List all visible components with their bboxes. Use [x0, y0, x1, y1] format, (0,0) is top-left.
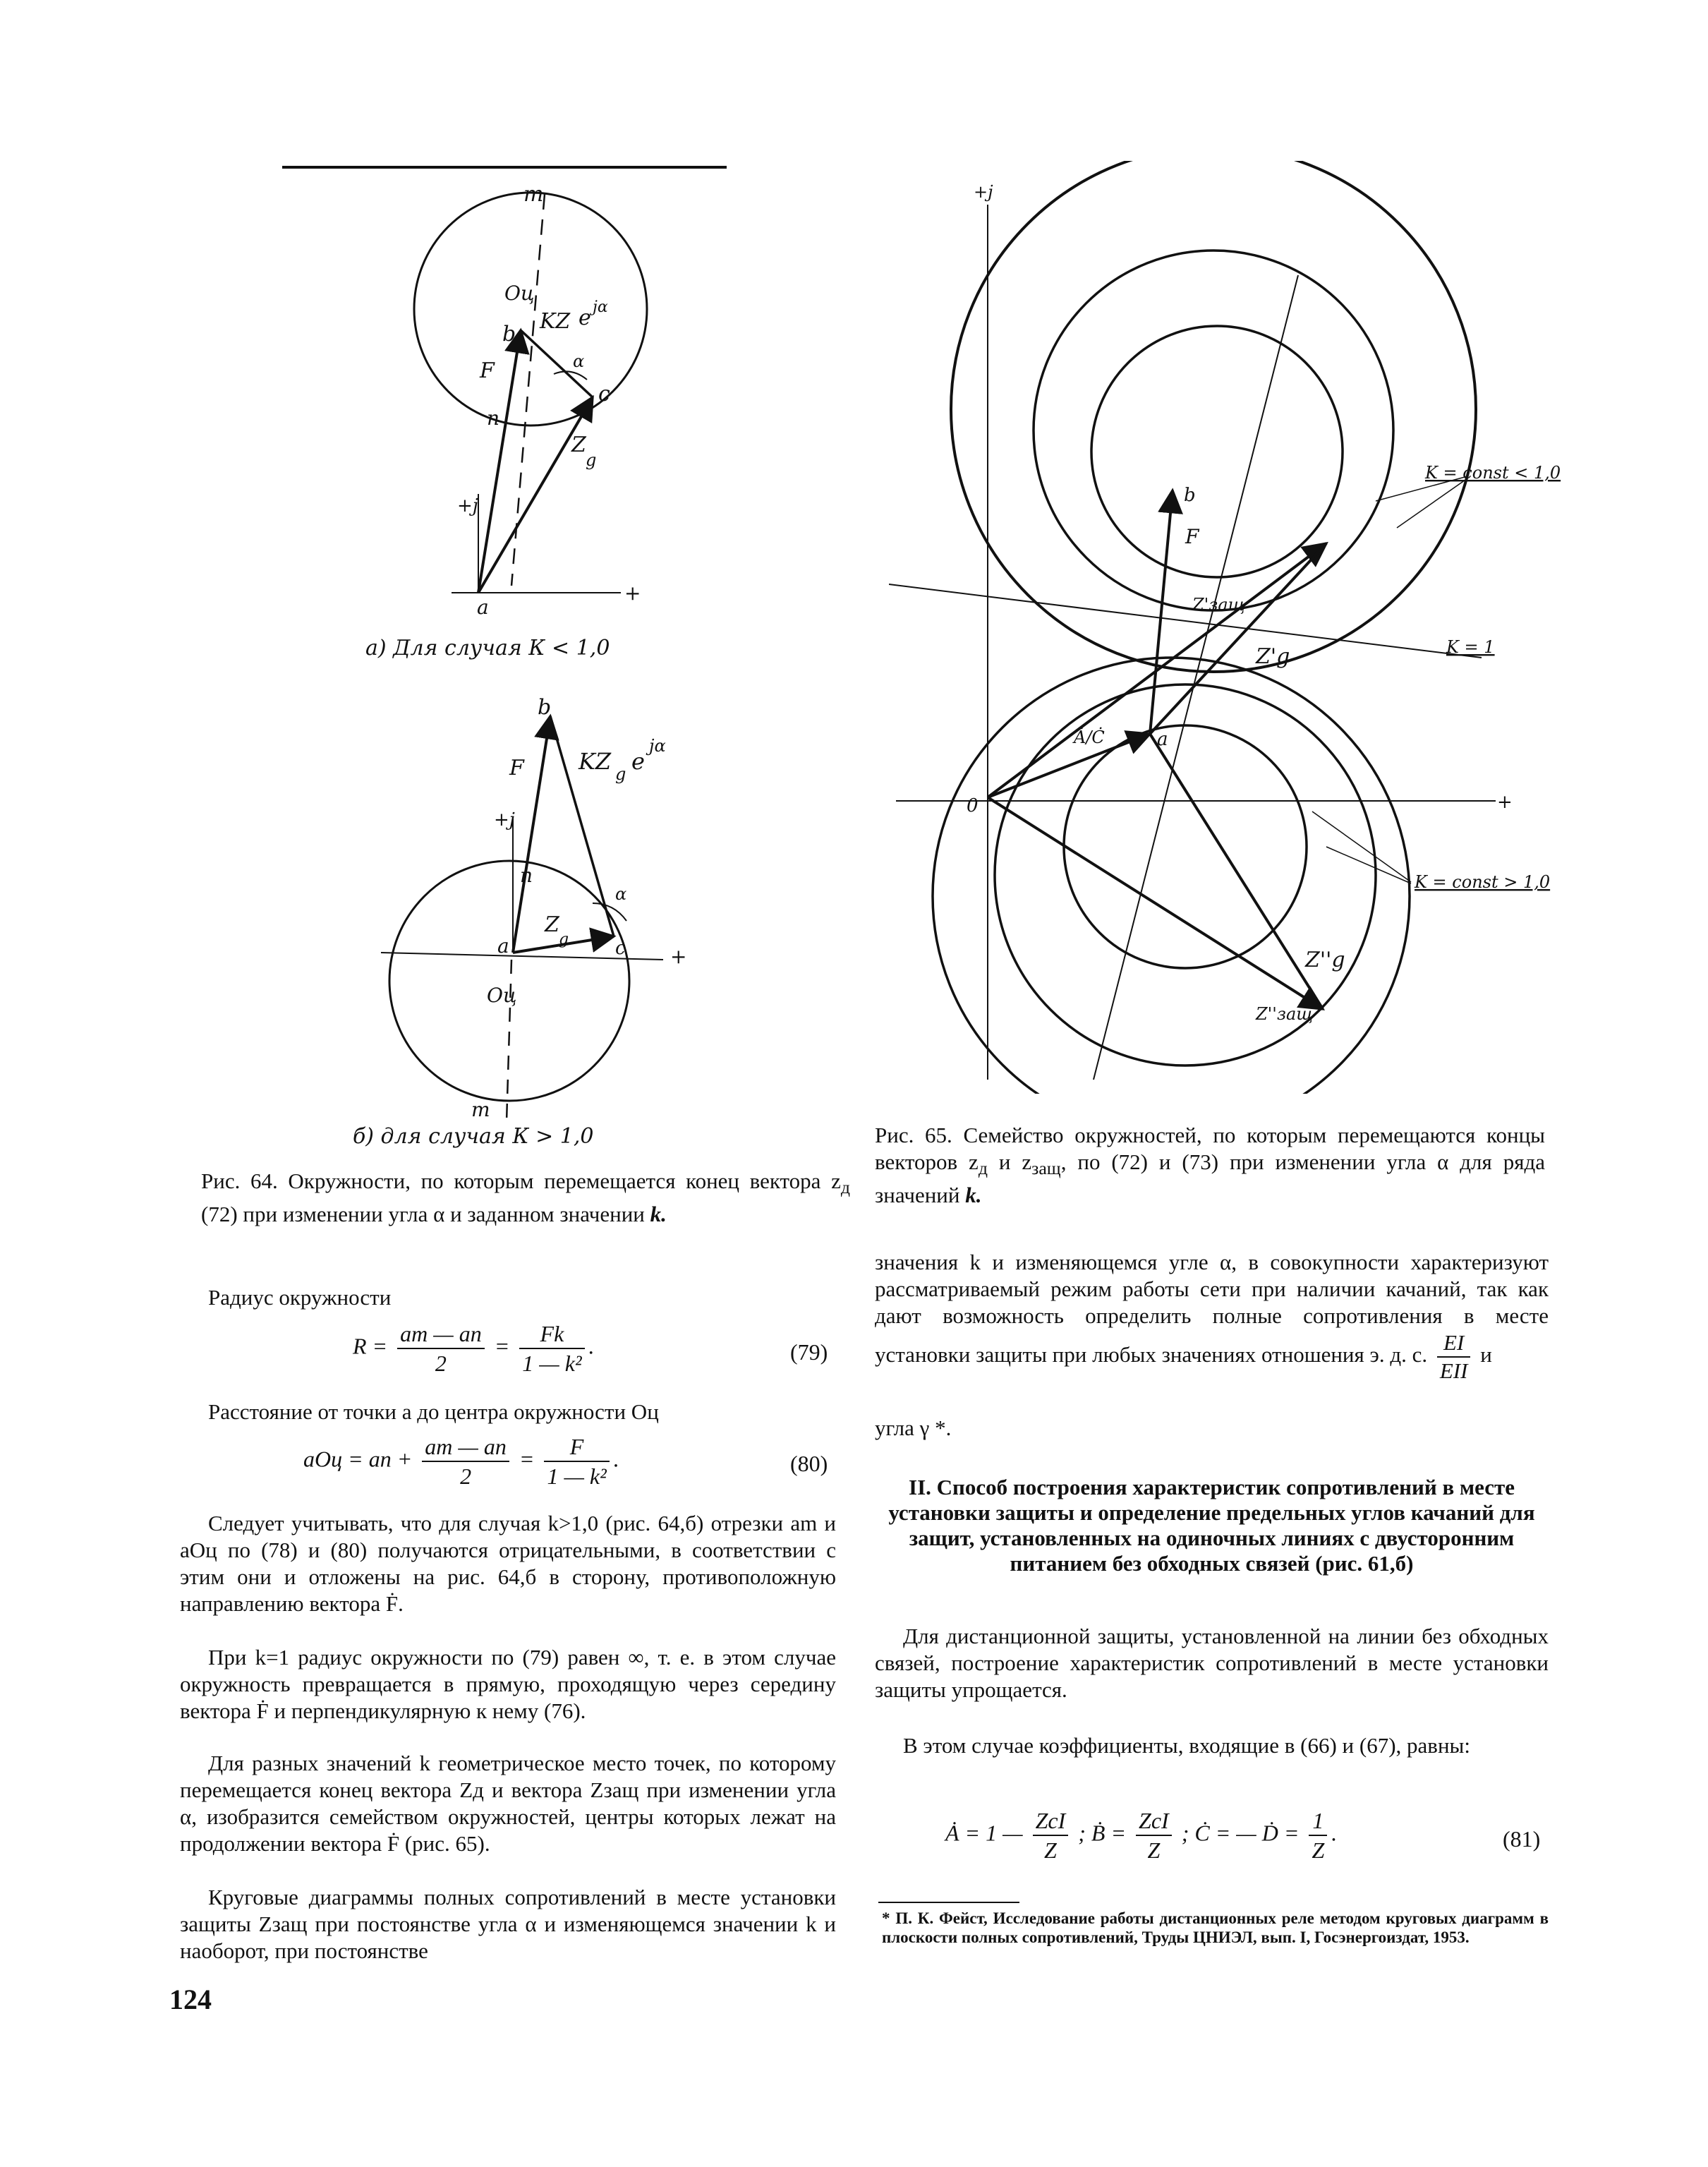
- label-Zg1: Z'g: [1256, 644, 1290, 669]
- upper-circle-outer: [951, 147, 1476, 672]
- label-Z: Z: [571, 433, 586, 457]
- label-O: Oц: [504, 282, 535, 305]
- distance-intro: Расстояние от точки a до центра окружности Oц: [208, 1399, 659, 1424]
- label-Z-sub: g: [586, 450, 597, 470]
- label-n: n: [520, 864, 533, 887]
- vector-Zzash2: [988, 797, 1323, 1009]
- label-n: n: [487, 406, 500, 430]
- footnote-rule: [878, 1902, 1019, 1903]
- label-exp-sup: jα: [649, 736, 666, 756]
- paragraph-right-3: В этом случае коэффициенты, входящие в (66) и (67), равны:: [903, 1733, 1470, 1758]
- label-b: b: [502, 322, 516, 346]
- vector-AC: [988, 734, 1150, 797]
- label-alpha: α: [573, 351, 585, 371]
- label-a: a: [1157, 729, 1168, 750]
- label-F: F: [480, 358, 495, 383]
- label-c: c: [615, 938, 626, 959]
- label-Zzash1: Z'защ: [1192, 595, 1245, 615]
- fig64a-sublabel: а) Для случая К < 1,0: [365, 636, 610, 660]
- label-plus: +: [624, 581, 641, 605]
- paragraph-left-4: Круговые диаграммы полных сопротивлений в месте установки защиты Zзащ при постоянстве угла α и изменяющемся значении k и наоборот, при постоянстве: [180, 1885, 836, 1963]
- upper-circle-middle: [1034, 250, 1393, 610]
- label-Zzash2: Z''защ: [1256, 1004, 1314, 1024]
- equation-81-number: (81): [1503, 1826, 1541, 1852]
- paragraph-left-2: При k=1 радиус окружности по (79) равен ∞, т. е. в этом случае окружность превращается в прямую, проходящую через середину вектора Ḟ и перпендикулярную к нему (76).: [180, 1645, 836, 1723]
- lower-circle-middle: [995, 684, 1376, 1066]
- paragraph-left-3: Для разных значений k геометрическое место точек, по которому перемещается конец вектора Zд и вектора Zзащ при изменении угла α, изобразится семейством окружностей, центры которых лежат на продолжении вектора Ḟ (рис. 65).: [180, 1751, 836, 1856]
- label-KZ-sub: g: [615, 764, 626, 784]
- label-b: b: [538, 695, 552, 720]
- vector-Zg1: [1150, 543, 1326, 734]
- figure-65-caption: Рис. 65. Семейство окружностей, по которым перемещаются концы векторов $z_д$ и $z_{защ}$, по (72) и (73) при изменении угла α для ряда значений k.: [875, 1123, 1545, 1208]
- paragraph-right-1: значения k и изменяющемся угле α, в совокупности характеризуют рассматриваемый режим работы сети при наличии качаний, так как дают возможность определить полные сопротивления в месте установки защиты при любых значениях отношения э. д. с. $\frac{EI}{\text{EII}}$ и: [875, 1250, 1549, 1383]
- label-m: m: [471, 1098, 490, 1121]
- label-KZ: KZ: [579, 748, 612, 775]
- figure-64b: [353, 692, 748, 1157]
- label-plus: +: [1497, 792, 1513, 813]
- label-c: c: [598, 382, 610, 406]
- figure-65: [889, 141, 1566, 1094]
- label-F: F: [1185, 525, 1199, 548]
- figure-64-caption: Рис. 64. Окружности, по которым перемещается конец вектора $z_д$ (72) при изменении угла α и заданном значении k.: [201, 1169, 850, 1227]
- equation-79-number: (79): [790, 1339, 828, 1365]
- page-number: 124: [169, 1984, 212, 2015]
- label-O: 0: [967, 795, 979, 816]
- label-Z-sub: g: [559, 931, 569, 948]
- label-k-gt: K = const > 1,0: [1415, 872, 1551, 892]
- vector-F: [1150, 490, 1173, 734]
- equation-81: Ȧ = 1 — $\frac{\text{ZcI}}{Z}$ ; Ḃ = $\frac{\text{ZcI}}{Z}$ ; Ċ = — Ḋ = $\frac{1}{Z}$ .: [945, 1808, 1338, 1863]
- figure-64a: [268, 155, 762, 670]
- label-Zg2: Z''g: [1305, 948, 1345, 972]
- label-O: Oц: [487, 984, 517, 1007]
- vector-Zzash1: [988, 543, 1326, 797]
- label-exp: e: [579, 306, 591, 330]
- paragraph-left-1: Следует учитывать, что для случая k>1,0 (рис. 64,б) отрезки am и aOц по (78) и (80) получаются отрицательными, в соответствии с этим они и отложены на рис. 64,б в сторону, противоположную направлению вектора Ḟ.: [180, 1511, 836, 1616]
- radius-intro: Радиус окружности: [208, 1285, 392, 1310]
- label-exp: e: [631, 748, 645, 775]
- label-j: +j: [457, 495, 478, 517]
- label-b: b: [1184, 485, 1196, 506]
- paragraph-right-2: Для дистанционной защиты, установленной на линии без обходных связей, построение характеристик сопротивлений в месте установки защиты упрощается.: [875, 1624, 1549, 1702]
- lower-circle-inner: [1064, 725, 1307, 968]
- section-heading-II: II. Способ построения характеристик сопротивлений в месте установки защиты и определение предельных углов качаний для защит, установленных на одиночных линиях с двусторонним питанием без обходных связей (рис. 61,б): [888, 1475, 1535, 1576]
- lower-circle-outer: [933, 658, 1410, 1094]
- line-k-eq-1: [889, 584, 1482, 658]
- label-m: m: [523, 182, 544, 207]
- label-k-lt: K = const < 1,0: [1425, 463, 1561, 483]
- circle-k-less-1: [414, 193, 647, 425]
- equation-79: R = $\frac{am — an}{2}$ = $\frac{Fk}{\text{1 — k²}}$ .: [353, 1321, 595, 1376]
- label-AC: Ȧ/Ċ: [1074, 728, 1105, 747]
- label-Z: Z: [545, 912, 559, 937]
- fig64b-sublabel: б) для случая К > 1,0: [353, 1124, 594, 1149]
- label-a: a: [497, 934, 509, 958]
- label-j: +j: [494, 809, 515, 831]
- label-alpha: α: [615, 884, 627, 904]
- circle-k-greater-1: [389, 861, 629, 1101]
- label-KZ: KZ: [540, 309, 571, 334]
- label-exp-sup: jα: [593, 298, 608, 316]
- label-plus: +: [670, 945, 687, 968]
- label-j: +j: [974, 182, 993, 202]
- equation-80: aOц = an + $\frac{am — an}{2}$ = $\frac{F}{\text{1 — k²}}$ .: [303, 1434, 619, 1489]
- label-F: F: [509, 756, 524, 780]
- label-a: a: [477, 596, 489, 619]
- paragraph-right-1-last: угла γ *.: [875, 1416, 952, 1440]
- label-k-eq: K = 1: [1446, 637, 1495, 657]
- equation-80-number: (80): [790, 1451, 828, 1476]
- footnote: * П. К. Фейст, Исследование работы дистанционных реле методом круговых диаграмм в плоскости полных сопротивлений, Труды ЦНИЭЛ, вып. I, Госэнергоиздат, 1953.: [882, 1909, 1549, 1946]
- upper-circle-inner: [1091, 326, 1343, 577]
